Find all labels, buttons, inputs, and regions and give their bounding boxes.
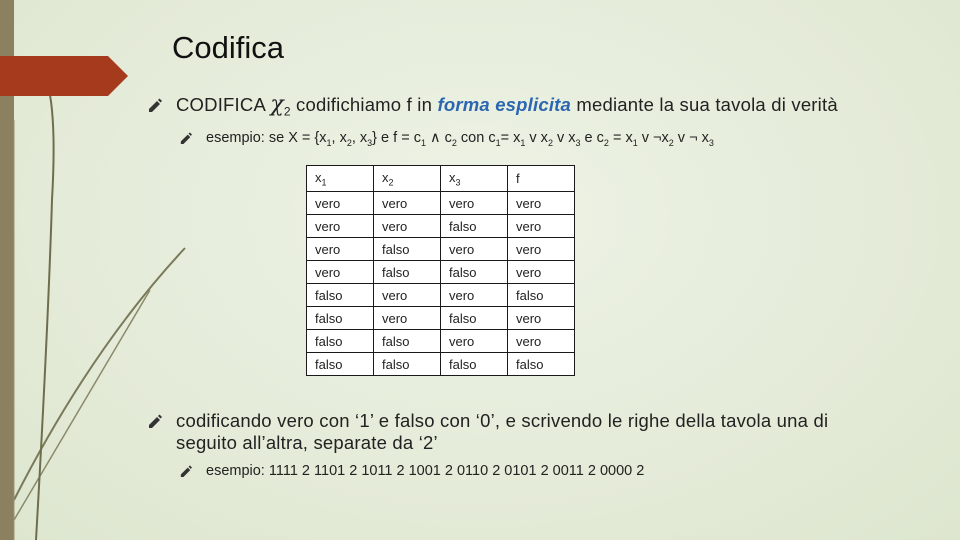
formula-text: esempio: se X = {x [206,130,327,146]
formula-subscript: 2 [603,137,609,148]
table-cell: falso [307,353,374,376]
table-cell: falso [508,284,575,307]
table-row [307,238,575,261]
bullet-codifica-middle: codifichiamo f in [290,94,438,115]
table-cell: falso [441,215,508,238]
formula-text: v x [525,130,548,146]
table-cell: vero [441,238,508,261]
table-cell: vero [508,330,575,353]
table-row [307,261,575,284]
pencil-icon [148,414,162,428]
bullet-codifica [148,94,838,123]
formula-text: con c [456,130,496,146]
formula-text: ∧ c [425,130,452,146]
header-subscript: 1 [321,177,327,188]
formula-text: e c [580,130,604,146]
formula-subscript: 1 [520,137,526,148]
slide-title: Codifica [172,30,284,65]
table-header-cell [307,166,374,192]
table-cell: falso [307,330,374,353]
sub-bullet-esempio-codifica [180,462,644,480]
table-cell: vero [307,238,374,261]
header-subscript: 2 [388,177,394,188]
table-cell: vero [374,307,441,330]
table-cell: vero [307,261,374,284]
table-row [307,284,575,307]
formula-subscript: 3 [575,137,581,148]
header-variable: f [516,171,520,186]
header-variable: x [315,169,322,185]
sub-bullet-esempio-codifica-text: esempio: 1111 2 1101 2 1011 2 1001 2 0110 2 0101 2 0011 2 0000 2 [206,463,645,479]
table-row [307,192,575,215]
formula-text: v x [552,130,576,146]
sub-bullet-esempio-formula-text [206,129,714,152]
bullet-codificando-text: codificando vero con ‘1’ e falso con ‘0’, e scrivendo le righe della tavola una di seguito all’altra, separate da ‘2’ [176,410,829,453]
formula-subscript: 2 [451,137,457,148]
formula-subscript: 1 [495,137,501,148]
table-row [307,330,575,353]
pencil-icon [180,132,192,144]
table-cell: vero [374,192,441,215]
bullet-codificando [148,410,888,454]
table-cell: falso [374,330,441,353]
table-row [307,215,575,238]
formula-subscript: 3 [367,137,373,148]
pencil-icon [180,465,192,477]
table-cell: falso [441,307,508,330]
table-cell: falso [441,261,508,284]
table-cell: vero [508,215,575,238]
table-cell: vero [508,238,575,261]
sub-bullet-esempio-formula [180,129,714,152]
forma-esplicita-emphasis: forma esplicita [437,94,572,115]
table-cell: vero [307,215,374,238]
table-header-cell [374,166,441,192]
table-header-row [307,166,575,192]
table-cell: falso [441,353,508,376]
table-cell: vero [374,215,441,238]
table-cell: vero [508,192,575,215]
formula-text: v ¬x [637,130,669,146]
table-cell: vero [508,307,575,330]
table-cell: falso [374,353,441,376]
bullet-codifica-prefix: CODIFICA [176,94,271,115]
formula-subscript: 3 [708,137,714,148]
table-cell: vero [374,284,441,307]
chi-symbol: χ [270,92,284,117]
table-row [307,307,575,330]
truth-table [306,165,575,376]
chi-subscript: 2 [283,104,291,119]
table-cell: vero [441,192,508,215]
table-row [307,353,575,376]
header-variable: x [382,169,389,185]
table-cell: falso [508,353,575,376]
table-cell: vero [307,192,374,215]
title-accent-arrow [0,56,128,96]
table-cell: falso [374,238,441,261]
table-cell: falso [374,261,441,284]
formula-text: , x [331,130,347,146]
pencil-icon [148,98,162,112]
formula-subscript: 2 [346,137,352,148]
table-header-cell [441,166,508,192]
formula-subscript: 2 [668,137,674,148]
formula-text: v ¬ x [673,130,709,146]
formula-text: = x [608,130,633,146]
formula-subscript: 1 [420,137,426,148]
table-cell: falso [307,284,374,307]
bullet-codifica-text [176,94,838,123]
formula-text: , x [351,130,368,146]
header-variable: x [449,169,456,185]
formula-subscript: 1 [326,137,332,148]
formula-subscript: 2 [547,137,553,148]
table-cell: vero [441,330,508,353]
bullet-codifica-suffix: mediante la sua tavola di verità [571,94,838,115]
header-subscript: 3 [455,177,461,188]
formula-subscript: 1 [632,137,638,148]
formula-text: } e f = c [372,130,421,146]
table-cell: vero [508,261,575,284]
table-cell: falso [307,307,374,330]
table-header-cell [508,166,575,192]
table-cell: vero [441,284,508,307]
formula-text: = x [500,130,521,146]
